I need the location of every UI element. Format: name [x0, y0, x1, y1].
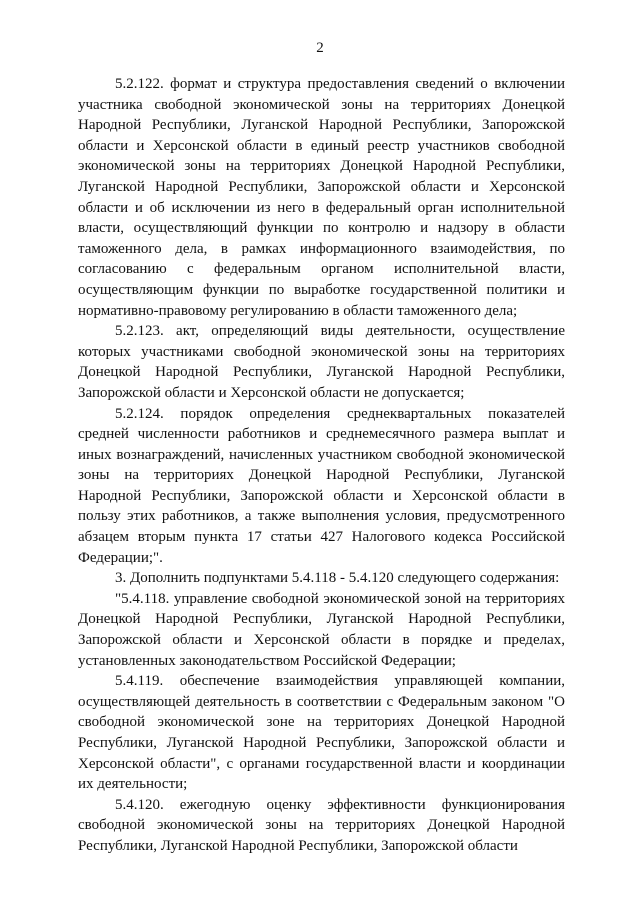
paragraph-5-2-122: 5.2.122. формат и структура предоставления сведений о включении участника свободной экономической зоны на территориях Донецкой Народной Республики, Луганской Народной Республики, Запорожской области и Херсонской области в единый реестр участников свободной экономической зоны на территориях Донецкой Народной Республики, Луганской Народной Республики, Запорожской области и Херсонской области и об исключении из него в федеральный орган исполнительной власти, осуществляющий функции по контролю и надзору в области таможенного дела, в рамках информационного взаимодействия, по согласованию с федеральным органом исполнительной власти, осуществляющим функции по выработке государственной политики и нормативно-правовому регулированию в области таможенного дела; — [78, 76, 565, 319]
paragraph-5-4-118: "5.4.118. управление свободной экономической зоной на территориях Донецкой Народной Республики, Луганской Народной Республики, Запорожской области и Херсонской области в порядке и пределах, установленных законодательством Российской Федерации; — [78, 590, 565, 669]
paragraph-amendment-3: 3. Дополнить подпунктами 5.4.118 - 5.4.120 следующего содержания: — [115, 570, 560, 587]
page-number: 2 — [316, 40, 324, 56]
document-body — [78, 74, 565, 857]
paragraph-5-4-120: 5.4.120. ежегодную оценку эффективности функционирования свободной экономической зоны на территориях Донецкой Народной Республики, Луганской Народной Республики, Запорожской области — [78, 796, 565, 854]
paragraph-5-4-119: 5.4.119. обеспечение взаимодействия управляющей компании, осуществляющей деятельность в соответствии с Федеральным законом "О свободной экономической зоне на территориях Донецкой Народной Республики, Луганской Народной Республики, Запорожской области и Херсонской области", с органами государственной власти и координации их деятельности; — [78, 673, 565, 793]
paragraph-5-2-124: 5.2.124. порядок определения среднеквартальных показателей средней численности работников и среднемесячного размера выплат и иных вознаграждений, начисленных участником свободной экономической зоны на территориях Донецкой Народной Республики, Луганской Народной Республики, Запорожской области и Херсонской области в пользу этих работников, а также выполнения условия, предусмотренного абзацем вторым пункта 17 статьи 427 Налогового кодекса Российской Федерации;". — [78, 405, 565, 566]
paragraph-5-2-123: 5.2.123. акт, определяющий виды деятельности, осуществление которых участниками свободной экономической зоны на территориях Донецкой Народной Республики, Луганской Народной Республики, Запорожской области и Херсонской области не допускается; — [78, 323, 565, 401]
